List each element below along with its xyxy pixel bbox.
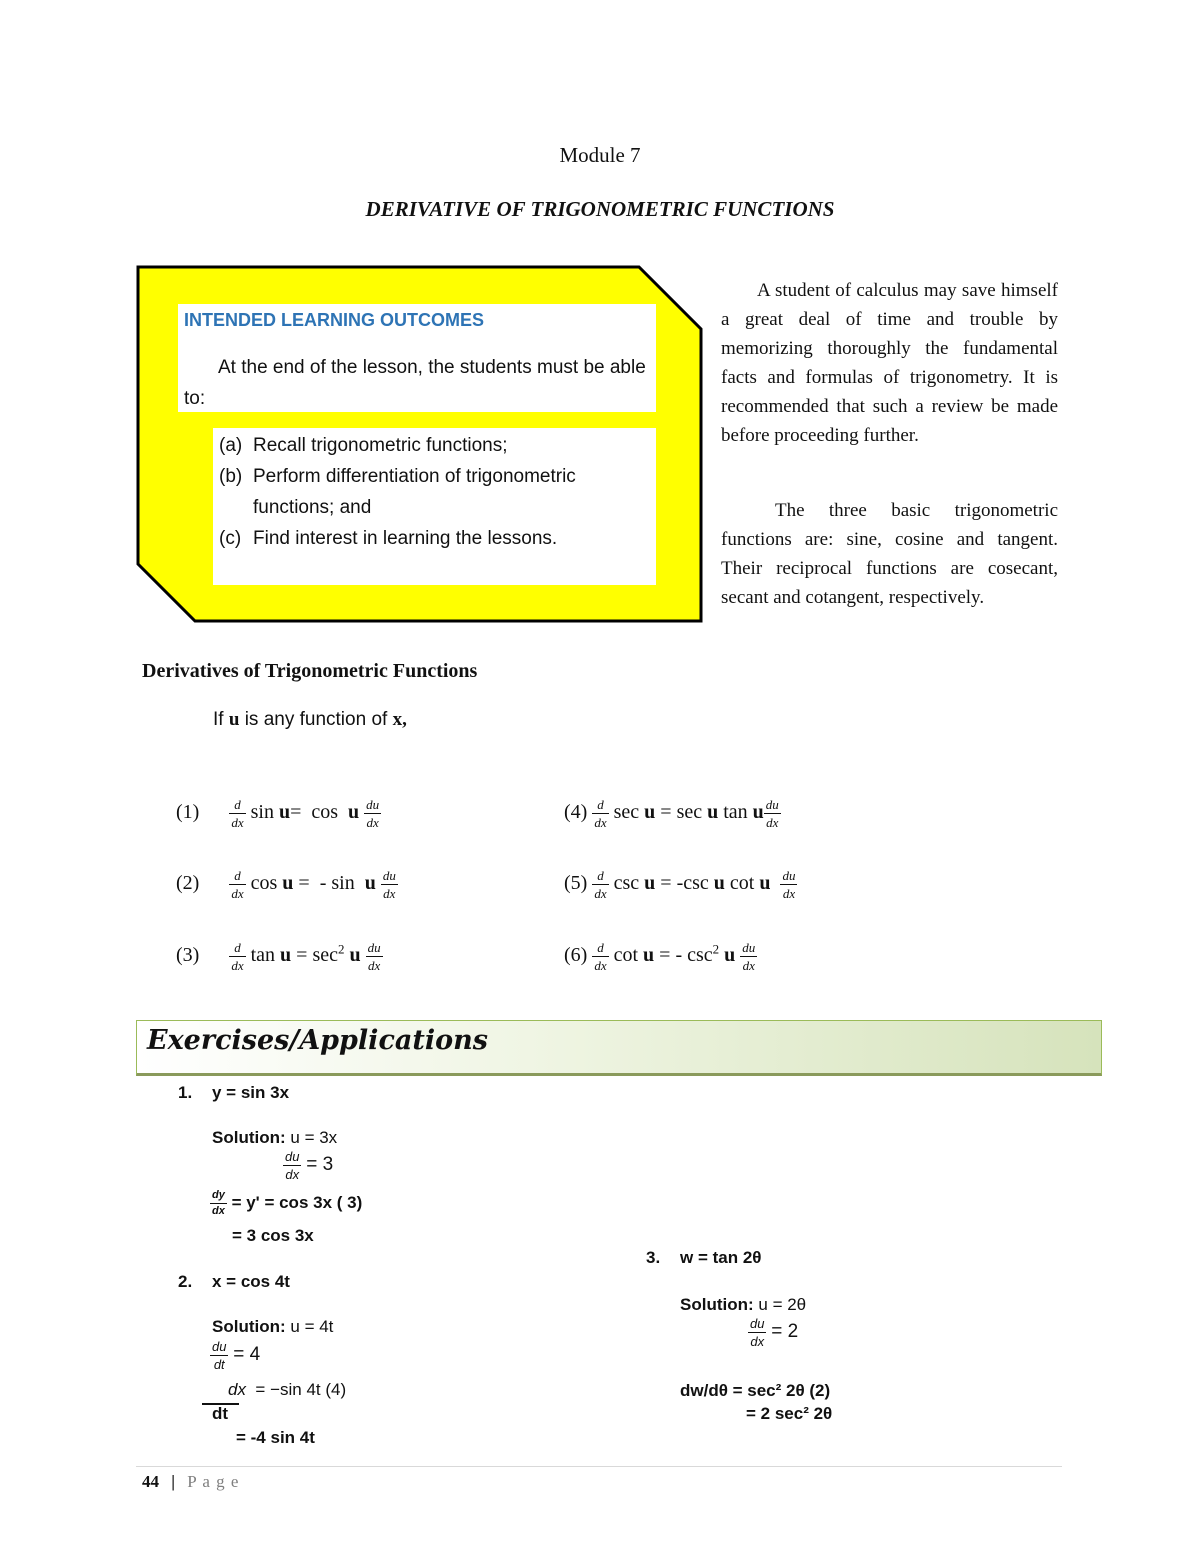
formula-4: (4) $\frac{d}{dx}$ sec u = sec u tan u $\frac{du}{dx}$ bbox=[564, 797, 779, 830]
exercise-1-problem: y = sin 3x bbox=[212, 1083, 290, 1102]
du-dx-value: = 3 bbox=[306, 1153, 334, 1175]
ilo-item-text: Recall trigonometric functions; bbox=[253, 435, 508, 456]
exercise-3-result: = 2 sec² 2θ bbox=[746, 1404, 833, 1423]
exercise-2-dt-denominator: dt bbox=[212, 1404, 229, 1423]
exercise-2-result: = -4 sin 4t bbox=[236, 1428, 315, 1447]
ilo-item-text: Perform differentiation of trigonometric functions; and bbox=[253, 466, 576, 518]
ilo-heading: INTENDED LEARNING OUTCOMES bbox=[184, 310, 485, 330]
d-dx-fraction: $\frac{d}{dx}$ bbox=[231, 868, 244, 901]
formula-number: (3) bbox=[176, 944, 200, 967]
du-dx-fraction: $\frac{du}{dx}$ bbox=[765, 797, 779, 830]
du-dx-fraction: $\frac{du}{dx}$ bbox=[742, 940, 756, 973]
d-dx-fraction: $\frac{d}{dx}$ bbox=[594, 940, 607, 973]
ilo-item-text: Find interest in learning the lessons. bbox=[253, 528, 558, 549]
solution-u: u = 4t bbox=[290, 1317, 334, 1336]
page-footer bbox=[142, 1472, 239, 1492]
formula-number: (4) bbox=[564, 801, 588, 824]
exercises-banner bbox=[136, 1020, 1102, 1076]
exercise-3-problem: w = tan 2θ bbox=[680, 1248, 762, 1267]
ilo-outcomes-panel bbox=[213, 428, 656, 585]
du-dx-fraction: $\frac{du}{dx}$ bbox=[382, 868, 396, 901]
du-dx-fraction: $\frac{du}{dx}$ bbox=[750, 1316, 765, 1349]
exercise-3-dw-dtheta: dw/dθ = sec² 2θ (2) bbox=[680, 1381, 831, 1400]
exercise-1-result: = 3 cos 3x bbox=[232, 1226, 314, 1245]
exercise-3-number: 3. bbox=[646, 1248, 661, 1267]
dy-dx-fraction: $\frac{dy}{dx}$ bbox=[212, 1189, 225, 1217]
exercise-2-solution bbox=[212, 1317, 333, 1337]
ilo-item-label: (a) bbox=[219, 435, 243, 456]
du-dx-fraction: $\frac{du}{dx}$ bbox=[367, 940, 381, 973]
page-number: 44 bbox=[142, 1472, 159, 1491]
ilo-intro: At the end of the lesson, the students must be able to: bbox=[184, 357, 646, 409]
condition-pre: If bbox=[213, 709, 224, 730]
ilo-item bbox=[219, 523, 649, 554]
du-dx-value: = 2 bbox=[771, 1320, 799, 1342]
ilo-item bbox=[219, 461, 649, 523]
exercise-1-solution bbox=[212, 1128, 337, 1148]
solution-label: Solution: bbox=[680, 1295, 754, 1314]
condition-x: x, bbox=[392, 709, 407, 730]
formula-number: (5) bbox=[564, 872, 588, 895]
du-dx-fraction: $\frac{du}{dx}$ bbox=[285, 1149, 300, 1182]
solution-u: u = 2θ bbox=[758, 1295, 807, 1314]
exercise-3-solution bbox=[680, 1295, 806, 1315]
dx-numerator: dx bbox=[228, 1380, 246, 1399]
solution-label: Solution: bbox=[212, 1128, 286, 1147]
module-number: Module 7 bbox=[559, 143, 641, 167]
formula-number: (1) bbox=[176, 801, 200, 824]
exercise-2-problem: x = cos 4t bbox=[212, 1272, 290, 1291]
d-dx-fraction: $\frac{d}{dx}$ bbox=[594, 868, 607, 901]
exercise-1-dy-dx bbox=[210, 1190, 362, 1217]
formula-3: (3) $\frac{d}{dx}$ $\tan u = \sec^2 u$ $\frac{du}{dx}$ bbox=[176, 940, 381, 973]
ilo-intro-panel bbox=[178, 304, 656, 412]
solution-label: Solution: bbox=[212, 1317, 286, 1336]
footer-separator: | bbox=[171, 1472, 175, 1491]
du-dx-fraction: $\frac{du}{dx}$ bbox=[366, 797, 380, 830]
dy-dx-value: = y' = cos 3x ( 3) bbox=[231, 1192, 363, 1212]
formula-number: (2) bbox=[176, 872, 200, 895]
page-title: DERIVATIVE OF TRIGONOMETRIC FUNCTIONS bbox=[365, 197, 835, 221]
exercise-2-du-dt bbox=[210, 1340, 260, 1371]
formula-1: (1) $\frac{d}{dx}$ sin u= cos u $\frac{du}{dx}$ bbox=[176, 797, 380, 830]
formula-5: (5) $\frac{d}{dx}$ csc u = -csc u cot u $\frac{du}{dx}$ bbox=[564, 868, 796, 901]
exercise-3-du-dx bbox=[748, 1317, 798, 1348]
d-dx-fraction: $\frac{d}{dx}$ bbox=[231, 940, 244, 973]
du-dx-fraction: $\frac{du}{dx}$ bbox=[782, 868, 796, 901]
exercise-1-number: 1. bbox=[178, 1083, 193, 1102]
intro-paragraph-1: A student of calculus may save himself a great deal of time and trouble by memorizing thoroughly the fundamental facts and formulas of trigonometry. It is recommended that such a review be made before proceeding further. bbox=[721, 280, 1058, 446]
formula-number: (6) bbox=[564, 944, 588, 967]
ilo-item-label: (b) bbox=[219, 466, 243, 487]
exercise-2-number: 2. bbox=[178, 1272, 193, 1291]
exercise-2-dx-dt bbox=[228, 1380, 346, 1400]
ilo-list bbox=[219, 430, 649, 554]
ilo-item-label: (c) bbox=[219, 528, 242, 549]
exercises-title: Exercises/Applications bbox=[147, 1025, 488, 1056]
du-dt-fraction: $\frac{du}{dt}$ bbox=[212, 1339, 227, 1372]
condition-mid: is any function of bbox=[244, 709, 388, 730]
d-dx-fraction: $\frac{d}{dx}$ bbox=[231, 797, 244, 830]
du-dt-value: = 4 bbox=[233, 1343, 261, 1365]
derivatives-condition bbox=[213, 709, 407, 731]
d-dx-fraction: $\frac{d}{dx}$ bbox=[594, 797, 607, 830]
intro-paragraph-2: The three basic trigonometric functions are: sine, cosine and tangent. Their reciprocal functions are cosecant, secant and cotangent, respectively. bbox=[721, 500, 1058, 608]
condition-u: u bbox=[228, 709, 240, 730]
derivatives-heading: Derivatives of Trigonometric Functions bbox=[142, 660, 478, 682]
ilo-item bbox=[219, 430, 649, 461]
footer-rule bbox=[136, 1466, 1062, 1467]
formula-6: (6) $\frac{d}{dx}$ cot u = - $\csc^2 u$ $\frac{du}{dx}$ bbox=[564, 940, 756, 973]
dx-dt-value: = −sin 4t (4) bbox=[255, 1380, 347, 1399]
exercise-1-du-dx bbox=[283, 1150, 333, 1181]
formula-2: (2) $\frac{d}{dx}$ cos u = - sin u $\frac{du}{dx}$ bbox=[176, 868, 396, 901]
page-label: P a g e bbox=[187, 1472, 240, 1491]
solution-u: u = 3x bbox=[290, 1128, 338, 1147]
